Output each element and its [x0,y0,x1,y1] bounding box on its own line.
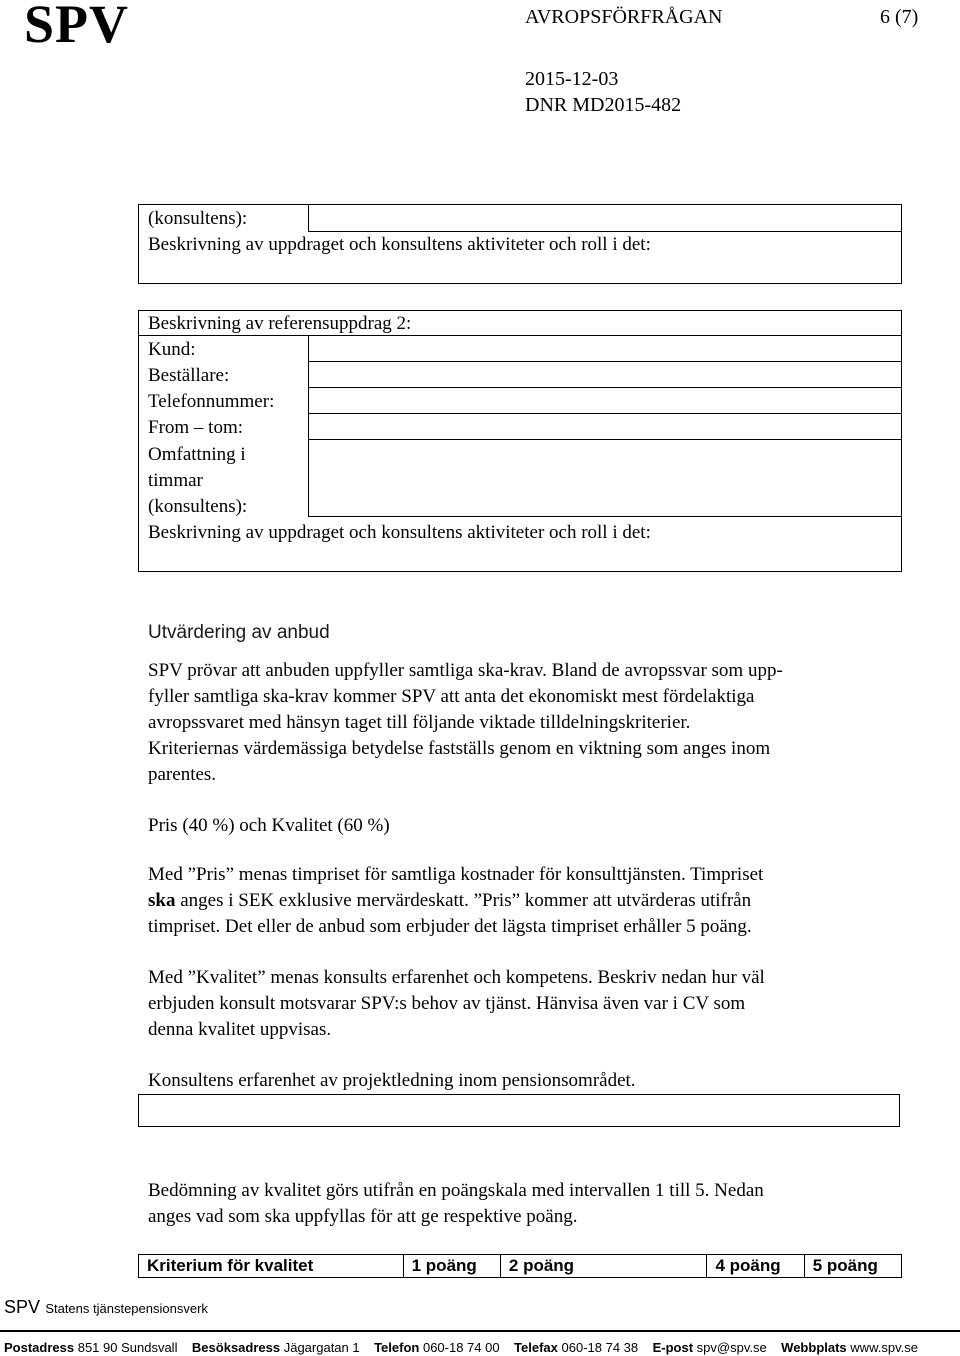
footer-label-epost: E-post [652,1340,694,1355]
paragraph-line: denna kvalitet uppvisas. [148,1019,332,1040]
reference-2-row-line [308,516,902,517]
paragraph-text: anges i SEK exklusive mervärdeskatt. ”Pris” kommer att utvärderas utifrån [175,890,752,911]
table-header-criterion: Kriterium för kvalitet [139,1255,404,1278]
reference-2-row-line [308,361,902,362]
footer-label-besoksadress: Besöksadress [191,1340,281,1355]
paragraph-line: SPV prövar att anbuden uppfyller samtliga ska-krav. Bland de avropssvar som upp- [148,660,783,681]
quality-criteria-table [138,1254,902,1278]
scoring-paragraph [148,1178,764,1230]
quality-paragraph [148,965,765,1043]
reference-1-consultant-label: (konsultens): [148,208,248,229]
footer-contact [4,1340,918,1355]
reference-2-title: Beskrivning av referensuppdrag 2: [148,313,412,334]
footer-label-postadress: Postadress [4,1340,75,1355]
footer-postadress: 851 90 Sundsvall [77,1340,178,1355]
spv-logo: SPV [24,0,130,54]
document-dnr: DNR MD2015-482 [525,94,682,116]
agency-short: SPV [4,1297,41,1317]
section-heading: Utvärdering av anbud [148,622,330,643]
table-header-empty [597,1255,707,1278]
reference-2-description-label: Beskrivning av uppdraget och konsultens aktiviteter och roll i det: [148,522,651,543]
footer-label-webbplats: Webbplats [781,1340,847,1355]
footer-divider [0,1330,960,1332]
paragraph-line: Bedömning av kvalitet görs utifrån en poängskala med intervallen 1 till 5. Nedan [148,1180,764,1201]
field-label-telefonnummer: Telefonnummer: [148,391,275,412]
emphasis-ska: ska [148,890,176,911]
paragraph-line: Med ”Pris” menas timpriset för samtliga kostnader för konsulttjänsten. Timpriset [148,864,764,885]
field-label-konsultens: (konsultens): [148,496,248,517]
table-header-1-poang: 1 poäng [403,1255,500,1278]
footer-webb-link[interactable]: www.spv.se [850,1340,918,1355]
document-type: AVROPSFÖRFRÅGAN [525,6,723,28]
paragraph-line: avropssvaret med hänsyn taget till följande viktade tilldelningskriterier. [148,712,691,733]
price-paragraph [148,862,763,940]
weighting-text: Pris (40 %) och Kvalitet (60 %) [148,815,390,836]
paragraph-line: timpriset. Det eller de anbud som erbjuder det lägsta timpriset erhåller 5 poäng. [148,916,752,937]
field-label-from-tom: From – tom: [148,417,244,438]
paragraph-line: parentes. [148,764,217,785]
evaluation-paragraph-1 [148,658,783,788]
paragraph-line: fyller samtliga ska-krav kommer SPV att anta det ekonomiskt mest fördelaktiga [148,686,755,707]
paragraph-line: Kriteriernas värdemässiga betydelse fastställs genom en viktning som anges inom [148,738,771,759]
paragraph-line: anges vad som ska uppfyllas för att ge respektive poäng. [148,1206,578,1227]
table-header-5-poang: 5 poäng [804,1255,901,1278]
paragraph-line: Med ”Kvalitet” menas konsults erfarenhet och kompetens. Beskriv nedan hur väl [148,967,765,988]
footer-telefon: 060-18 74 00 [422,1340,500,1355]
reference-1-description-label: Beskrivning av uppdraget och konsultens aktiviteter och roll i det: [148,234,651,255]
field-label-omfattning: Omfattning i [148,444,246,465]
page-number: 6 (7) [880,6,919,28]
field-label-bestallare: Beställare: [148,365,230,386]
agency-full: Statens tjänstepensionsverk [45,1301,208,1316]
field-label-kund: Kund: [148,339,196,360]
footer-telefax: 060-18 74 38 [561,1340,639,1355]
reference-2-row-line [308,413,902,414]
reference-2-row-line [308,387,902,388]
table-header-2-poang: 2 poäng [500,1255,597,1278]
footer-label-telefax: Telefax [514,1340,558,1355]
reference-2-divider [308,335,309,517]
reference-2-row-line [308,439,902,440]
paragraph-line [148,888,763,914]
paragraph-line: erbjuden konsult motsvarar SPV:s behov av tjänst. Hänvisa även var i CV som [148,993,746,1014]
footer-besoksadress: Jägargatan 1 [283,1340,360,1355]
reference-1-divider [308,204,309,232]
table-header-4-poang: 4 poäng [707,1255,804,1278]
experience-answer-field[interactable] [138,1094,900,1127]
field-label-omfattning-timmar: timmar [148,470,203,491]
experience-label: Konsultens erfarenhet av projektledning inom pensionsområdet. [148,1070,636,1091]
footer-label-telefon: Telefon [374,1340,420,1355]
table-row [139,1255,902,1278]
footer-epost-link[interactable]: spv@spv.se [696,1340,767,1355]
agency-name [4,1297,208,1319]
document-date: 2015-12-03 [525,68,619,90]
